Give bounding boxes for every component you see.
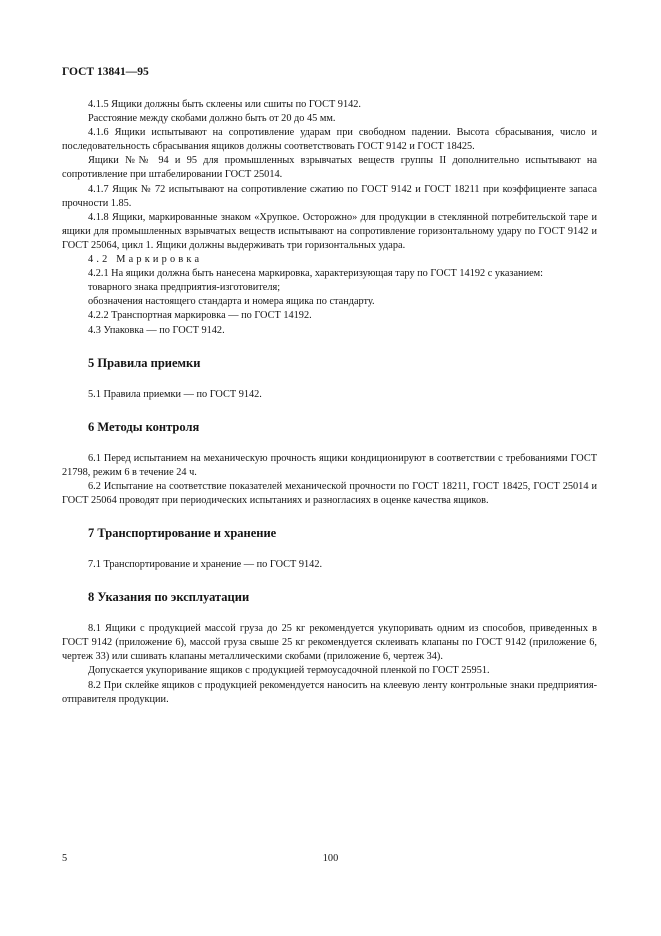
paragraph: 4.2.2 Транспортная маркировка — по ГОСТ 14192. [88,310,312,322]
page-number: 100 [322,853,339,864]
document-body [62,98,597,707]
paragraph: 4.1.6 Ящики испытывают на сопротивление ударам при свободном падении. Высота сбрасывания, число и последовательность сбрасывания ящиков должны соответствовать ГОСТ 9142 и ГОСТ 18425. [62,127,597,153]
paragraph: 8.1 Ящики с продукцией массой груза до 25 кг рекомендуется укупоривать одним из способов, приведенных в ГОСТ 9142 (приложение 6), массой груза свыше 25 кг рекомендуется склеивать клапаны по ГОСТ 9142 (приложение 6, чертеж 33) или сшивать клапаны металлическими скобами (приложение 6, чертеж 34). [62,623,597,663]
paragraph: 4.1.5 Ящики должны быть склеены или сшиты по ГОСТ 9142. [88,99,361,110]
paragraph: 7.1 Транспортирование и хранение — по ГОСТ 9142. [88,559,323,571]
paragraph: 4.3 Упаковка — по ГОСТ 9142. [88,324,225,336]
paragraph: 4.1.8 Ящики, маркированные знаком «Хрупкое. Осторожно» для продукции в стеклянной потребительской таре и ящики для промышленных взрывчатых веществ испытывают на сопротивление горизонтальному удару по ГОСТ 9142 и ГОСТ 25064, цикл 1. Ящики должны выдерживать три горизонтальных удара. [62,211,597,251]
section-heading-transport: 7 Транспортирование и хранение [88,526,277,541]
paragraph: 4.1.7 Ящик № 72 испытывают на сопротивление сжатию по ГОСТ 9142 и ГОСТ 18211 при коэффициенте запаса прочности 1.85. [62,183,597,209]
section-heading-acceptance: 5 Правила приемки [88,355,201,370]
paragraph: обозначения настоящего стандарта и номера ящика по стандарту. [88,296,375,308]
paragraph: 6.1 Перед испытанием на механическую прочность ящики кондиционируют в соответствии с требованиями ГОСТ 21798, режим 6 в течение 24 ч. [62,452,597,478]
section-heading-operation: 8 Указания по эксплуатации [88,590,250,605]
paragraph: товарного знака предприятия-изготовителя; [88,282,281,294]
paragraph: 5.1 Правила приемки — по ГОСТ 9142. [88,388,262,400]
section-heading-control-methods: 6 Методы контроля [88,419,200,434]
paragraph: 4.2.1 На ящики должна быть нанесена маркировка, характеризующая тару по ГОСТ 14192 с указанием: [88,268,544,280]
paragraph: Допускается укупоривание ящиков с продукцией термоусадочной пленкой по ГОСТ 25951. [88,665,490,677]
paragraph: 8.2 При склейке ящиков с продукцией рекомендуется наносить на клеевую ленту контрольные знаки предприятия-отправителя продукции. [62,679,597,705]
paragraph: Расстояние между скобами должно быть от 20 до 45 мм. [88,113,336,125]
subsection-heading-marking: 4.2 Маркировка [88,254,203,266]
footer-left-mark: 5 [62,853,68,864]
document-code: ГОСТ 13841—95 [62,66,149,78]
paragraph: Ящики №№ 94 и 95 для промышленных взрывчатых веществ группы II дополнительно испытывают на сопротивление при штабелировании ГОСТ 25014. [62,155,597,181]
paragraph: 6.2 Испытание на соответствие показателей механической прочности по ГОСТ 18211, ГОСТ 18425, ГОСТ 25014 и ГОСТ 25064 проводят при периодических испытаниях и разногласиях в оценке качества ящиков. [62,480,597,506]
